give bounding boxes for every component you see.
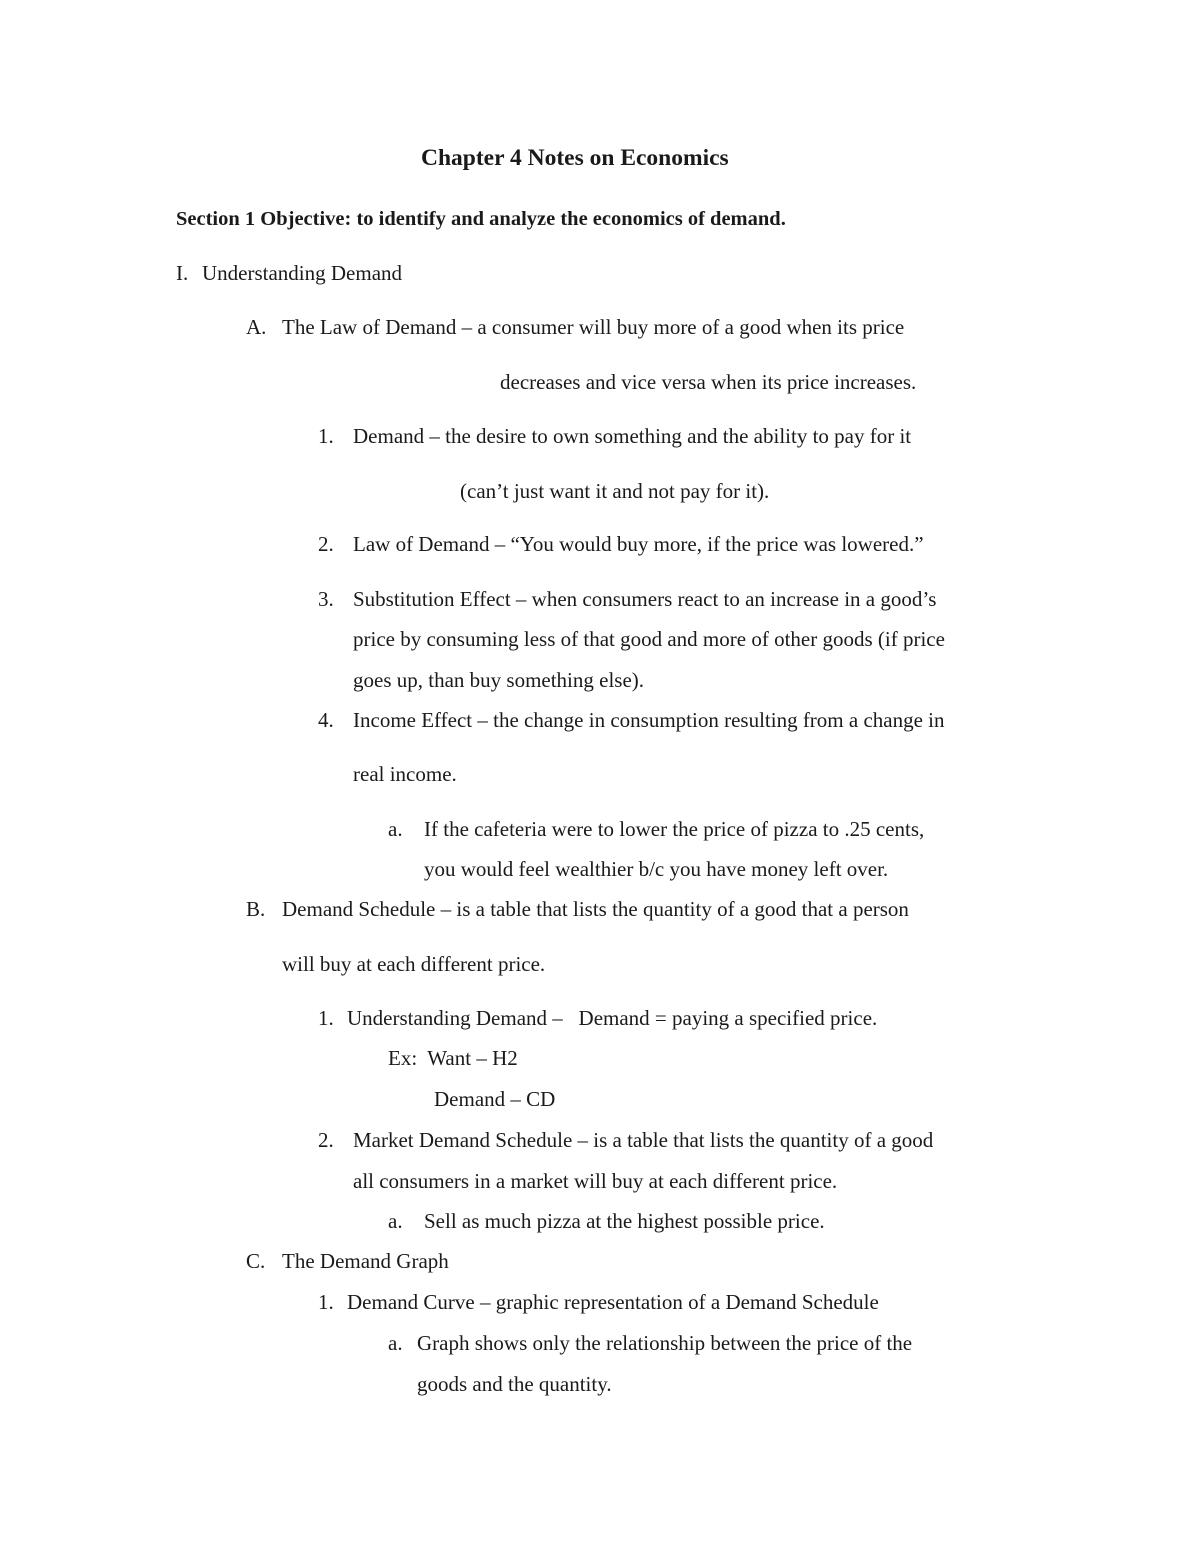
outline-text: will buy at each different price. <box>282 952 546 976</box>
section-objective: Section 1 Objective: to identify and analyze the economics of demand. <box>176 208 786 230</box>
list-text: (can’t just want it and not pay for it). <box>460 479 770 503</box>
sub-list-text: Graph shows only the relationship between the price of the <box>417 1331 913 1355</box>
page-title: Chapter 4 Notes on Economics <box>421 145 729 171</box>
list-text: Substitution Effect – when consumers react to an increase in a good’s <box>353 587 937 611</box>
list-marker: 2. <box>318 1128 334 1152</box>
outline-text: The Law of Demand – a consumer will buy more of a good when its price <box>282 315 905 339</box>
sub-list-marker: a. <box>388 1331 403 1355</box>
list-text: Law of Demand – “You would buy more, if the price was lowered.” <box>353 532 924 556</box>
sub-list-text: If the cafeteria were to lower the price of pizza to .25 cents, <box>424 817 925 841</box>
list-text: goes up, than buy something else). <box>353 668 645 692</box>
sub-list-marker: a. <box>388 1209 403 1233</box>
list-text: price by consuming less of that good and more of other goods (if price <box>353 627 945 651</box>
outline-marker: I. <box>176 261 189 285</box>
outline-text: The Demand Graph <box>282 1249 449 1273</box>
list-text: Demand Curve – graphic representation of a Demand Schedule <box>347 1290 879 1314</box>
list-marker: 3. <box>318 587 334 611</box>
list-marker: 1. <box>318 1290 334 1314</box>
list-marker: 4. <box>318 708 334 732</box>
outline-marker: B. <box>246 897 266 921</box>
list-marker: 1. <box>318 1006 334 1030</box>
example-line: Demand – CD <box>434 1087 556 1111</box>
outline-heading: Understanding Demand <box>202 261 403 285</box>
example-line: Ex: Want – H2 <box>388 1046 518 1070</box>
list-text: real income. <box>353 762 457 786</box>
outline-text: Demand Schedule – is a table that lists the quantity of a good that a person <box>282 897 909 921</box>
list-text: Income Effect – the change in consumption resulting from a change in <box>353 708 945 732</box>
list-text: Demand – the desire to own something and the ability to pay for it <box>353 424 912 448</box>
outline-marker: A. <box>246 315 267 339</box>
sub-list-text: you would feel wealthier b/c you have money left over. <box>424 857 889 881</box>
sub-list-text: goods and the quantity. <box>417 1372 612 1396</box>
list-marker: 1. <box>318 424 334 448</box>
list-marker: 2. <box>318 532 334 556</box>
sub-list-text: Sell as much pizza at the highest possible price. <box>424 1209 825 1233</box>
outline-text: decreases and vice versa when its price increases. <box>500 370 917 394</box>
list-text: Understanding Demand – Demand = paying a specified price. <box>347 1006 878 1030</box>
sub-list-marker: a. <box>388 817 403 841</box>
list-text: Market Demand Schedule – is a table that lists the quantity of a good <box>353 1128 934 1152</box>
list-text: all consumers in a market will buy at each different price. <box>353 1169 838 1193</box>
outline-marker: C. <box>246 1249 266 1273</box>
